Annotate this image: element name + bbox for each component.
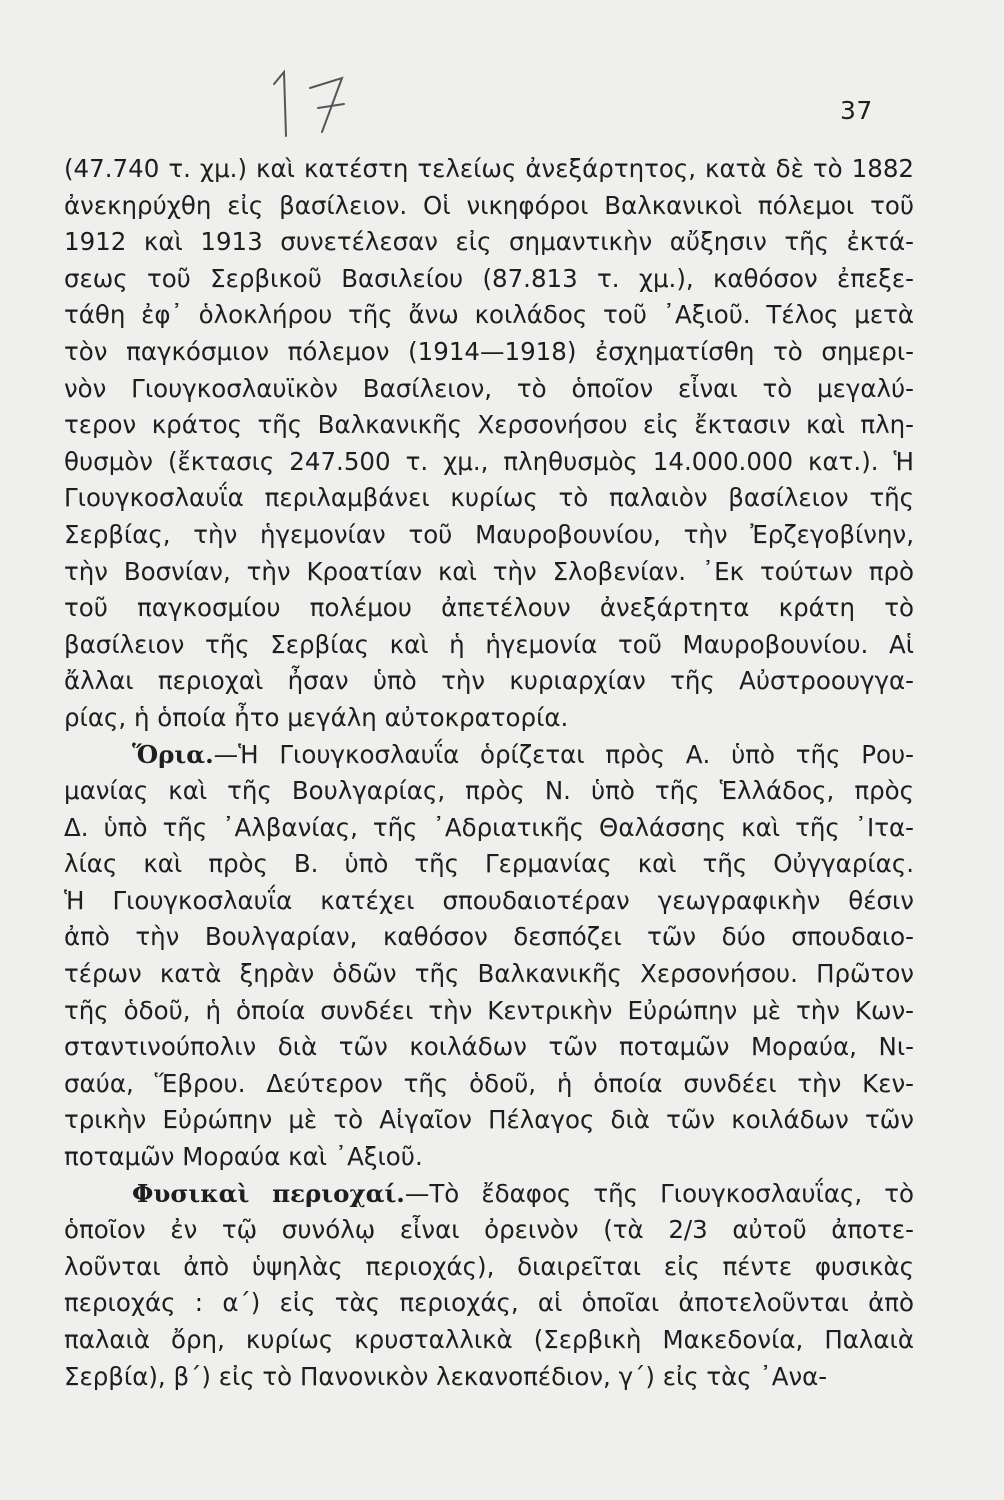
line-text: λίας καὶ πρὸς Β. ὑπὸ τῆς Γερμανίας καὶ τῆς Οὐγγαρίας. [64,849,914,879]
text-line [64,371,914,408]
line-text: σαύα, Ἕβρου. Δεύτερον τῆς ὁδοῦ, ἡ ὁποία συνδέει τὴν Κεν- [64,1068,914,1098]
text-line [64,1102,914,1139]
line-text: Σερβίας, τὴν ἡγεμονίαν τοῦ Μαυροβουνίου, τὴν Ἐρζεγοβίνην, [64,519,914,549]
page-number: 37 [840,96,873,125]
text-line [64,956,914,993]
text-line [64,1066,914,1103]
line-text: Σερβία), β΄) εἰς τὸ Πανονικὸν λεκανοπέδιον, γ΄) εἰς τὰς ᾽Ανα- [64,1361,828,1391]
text-line [64,261,914,298]
text-line [64,773,914,810]
line-text: ἀπὸ τὴν Βουλγαρίαν, καθόσον δεσπόζει τῶν δύο σπουδαιο- [64,922,914,952]
text-line [64,590,914,627]
text-line [64,810,914,847]
text-line [64,188,914,225]
line-text: παλαιὰ ὄρη, κυρίως κρυσταλλικὰ (Σερβικὴ Μακεδονία, Παλαιὰ [64,1325,914,1354]
line-text: τερον κράτος τῆς Βαλκανικῆς Χερσονήσου εἰς ἔκτασιν καὶ πλη- [64,410,914,440]
line-text: μανίας καὶ τῆς Βουλγαρίας, πρὸς Ν. ὑπὸ τῆς Ἑλλάδος, πρὸς [64,776,914,806]
text-line [64,737,914,774]
line-text: —Τὸ ἔδαφος τῆς Γιουγκοσλαυΐας, τὸ [404,1178,914,1208]
line-text: νὸν Γιουγκοσλαυϊκὸν Βασίλειον, τὸ ὁποῖον εἶναι τὸ μεγαλύ- [64,373,914,403]
section-heading: Φυσικαὶ περιοχαί. [132,1178,405,1208]
text-line [64,1249,914,1286]
line-text: τὸν παγκόσμιον πόλεμον (1914—1918) ἐσχηματίσθη τὸ σημερι- [64,336,914,366]
line-text: τοῦ παγκοσμίου πολέμου ἀπετέλουν ἀνεξάρτητα κράτη τὸ [64,593,914,623]
line-text: ἀνεκηρύχθη εἰς βασίλειον. Οἱ νικηφόροι Βαλκανικοὶ πόλεμοι τοῦ [64,190,914,220]
text-line [64,1139,914,1176]
line-text: ἄλλαι περιοχαὶ ἦσαν ὑπὸ τὴν κυριαρχίαν τῆς Αὐστροουγγα- [64,666,914,696]
line-text: —Ἡ Γιουγκοσλαυΐα ὁρίζεται πρὸς Α. ὑπὸ τῆς Ρου- [213,739,914,769]
line-text: Ἡ Γιουγκοσλαυΐα κατέχει σπουδαιοτέραν γεωγραφικὴν θέσιν [64,885,914,915]
text-line [64,883,914,920]
text-line [64,151,914,188]
text-line [64,480,914,517]
handwritten-17-drawing [262,44,362,144]
text-line [64,663,914,700]
text-line [64,297,914,334]
text-line [64,444,914,481]
line-text: σεως τοῦ Σερβικοῦ Βασιλείου (87.813 τ. χμ.), καθόσον ἐπεξε- [64,263,914,293]
text-line [64,407,914,444]
line-text: τάθη ἐφ᾽ ὁλοκλήρου τῆς ἄνω κοιλάδος τοῦ ᾽Αξιοῦ. Τέλος μετὰ [64,300,914,330]
text-line [64,919,914,956]
line-text: τρικὴν Εὐρώπην μὲ τὸ Αἰγαῖον Πέλαγος διὰ τῶν κοιλάδων τῶν [64,1105,914,1135]
text-line [64,1029,914,1066]
line-text: ποταμῶν Μοραύα καὶ ᾽Αξιοῦ. [64,1142,423,1172]
line-text: θυσμὸν (ἔκτασις 247.500 τ. χμ., πληθυσμὸς 14.000.000 κατ.). Ἡ [64,446,914,476]
text-line [64,334,914,371]
text-line [64,1176,914,1213]
line-text: λοῦνται ἀπὸ ὑψηλὰς περιοχάς), διαιρεῖται εἰς πέντε φυσικὰς [64,1251,914,1281]
body-text [64,151,914,1395]
text-line [64,700,914,737]
line-text: σταντινούπολιν διὰ τῶν κοιλάδων τῶν ποταμῶν Μοραύα, Νι- [64,1032,914,1062]
line-text: περιοχάς : α΄) εἰς τὰς περιοχάς, αἱ ὁποῖαι ἀποτελοῦνται ἀπὸ [64,1288,914,1318]
line-text: Γιουγκοσλαυΐα περιλαμβάνει κυρίως τὸ παλαιὸν βασίλειον τῆς [64,483,914,513]
line-text: Δ. ὑπὸ τῆς ᾽Αλβανίας, τῆς ᾽Αδριατικῆς Θαλάσσης καὶ τῆς ᾽Ιτα- [64,812,914,842]
handwritten-page-mark [262,44,362,144]
text-line [64,1359,914,1396]
line-text: ὁποῖον ἐν τῷ συνόλῳ εἶναι ὀρεινὸν (τὰ 2/3 αὐτοῦ ἀποτε- [64,1215,914,1245]
line-text: ρίας, ἡ ὁποία ἦτο μεγάλη αὐτοκρατορία. [64,702,569,732]
text-line [64,1322,914,1359]
text-line [64,224,914,261]
line-text: τῆς ὁδοῦ, ἡ ὁποία συνδέει τὴν Κεντρικὴν Εὐρώπην μὲ τὴν Κων- [64,995,914,1025]
line-text: 1912 καὶ 1913 συνετέλεσαν εἰς σημαντικὴν αὔξησιν τῆς ἐκτά- [64,227,914,257]
text-line [64,1212,914,1249]
line-text: (47.740 τ. χμ.) καὶ κατέστη τελείως ἀνεξάρτητος, κατὰ δὲ τὸ 1882 [64,154,914,183]
line-text: βασίλειον τῆς Σερβίας καὶ ἡ ἡγεμονία τοῦ Μαυροβουνίου. Αἱ [64,629,914,659]
text-line [64,846,914,883]
text-line [64,1285,914,1322]
text-line [64,627,914,664]
text-line [64,554,914,591]
line-text: τέρων κατὰ ξηρὰν ὁδῶν τῆς Βαλκανικῆς Χερσονήσου. Πρῶτον [64,959,914,989]
line-text: τὴν Βοσνίαν, τὴν Κροατίαν καὶ τὴν Σλοβενίαν. ᾽Εκ τούτων πρὸ [64,556,914,586]
text-line [64,517,914,554]
text-line [64,993,914,1030]
section-heading: Ὅρια. [132,739,214,769]
